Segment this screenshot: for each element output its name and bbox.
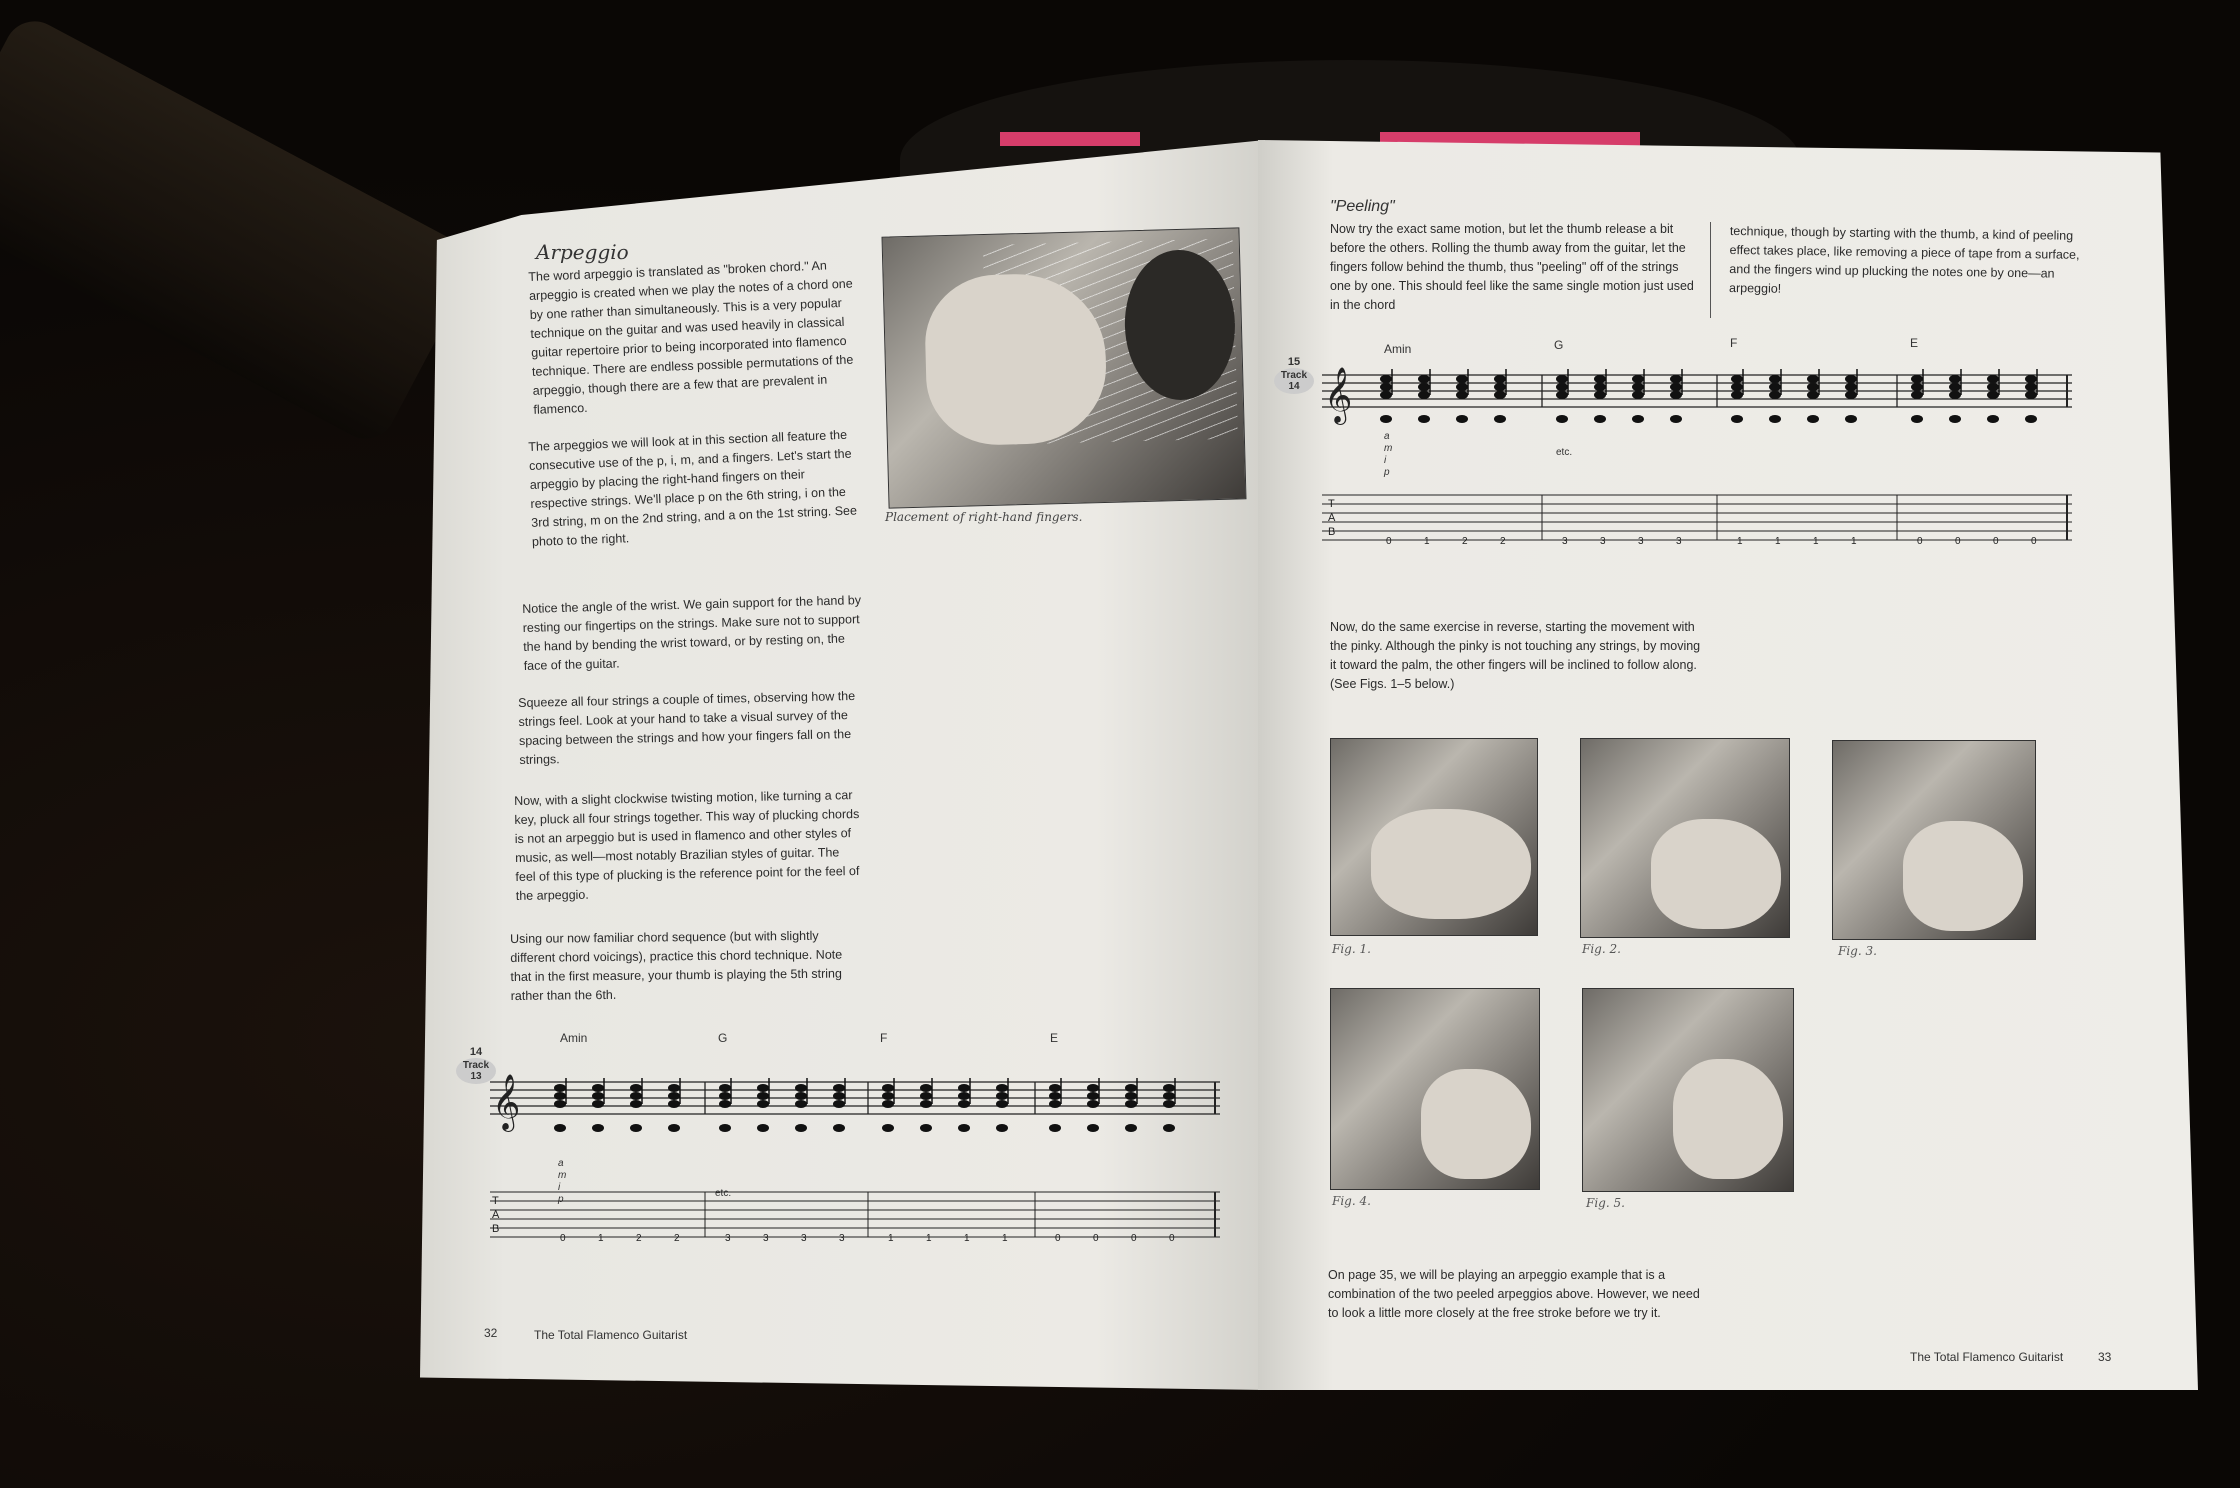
note-head	[1670, 375, 1682, 383]
bass-note-head	[1418, 415, 1430, 423]
bass-note-head	[2025, 415, 2037, 423]
bass-note-head	[882, 1124, 894, 1132]
note-head	[795, 1084, 807, 1092]
note-head	[1494, 391, 1506, 399]
note-head	[1594, 391, 1606, 399]
etc-label: etc.	[1556, 447, 1573, 458]
note-head	[996, 1092, 1008, 1100]
tab-number: 2	[1462, 536, 1468, 547]
note-head	[1456, 375, 1468, 383]
tab-letter: B	[1328, 526, 1336, 538]
figure-5-photo	[1582, 988, 1794, 1192]
tab-number: 1	[1813, 536, 1819, 547]
note-head	[1380, 375, 1392, 383]
bass-note-head	[1494, 415, 1506, 423]
note-head	[920, 1092, 932, 1100]
note-head	[1987, 391, 1999, 399]
tab-letter: B	[492, 1223, 500, 1235]
right-tab-lines	[1322, 495, 2072, 540]
tab-number: 3	[1562, 536, 1568, 547]
note-head	[1125, 1084, 1137, 1092]
column-divider	[1710, 222, 1711, 318]
note-head	[882, 1092, 894, 1100]
figure-5-caption: Fig. 5.	[1586, 1196, 1625, 1210]
note-head	[1987, 375, 1999, 383]
note-head	[958, 1100, 970, 1108]
left-track-label: Track	[462, 1060, 490, 1071]
note-head	[1769, 383, 1781, 391]
tab-number: 0	[560, 1233, 566, 1244]
finger-label: a	[1384, 431, 1390, 442]
note-head	[1911, 383, 1923, 391]
bass-note-head	[795, 1124, 807, 1132]
note-head	[1670, 391, 1682, 399]
bass-note-head	[1987, 415, 1999, 423]
note-head	[1594, 383, 1606, 391]
note-head	[1845, 383, 1857, 391]
right-chord-labels	[1384, 336, 1918, 356]
right-music-staff	[1322, 335, 2082, 555]
tab-number: 0	[1993, 536, 1999, 547]
note-head	[1456, 391, 1468, 399]
note-head	[920, 1084, 932, 1092]
note-head	[719, 1100, 731, 1108]
note-head	[1125, 1100, 1137, 1108]
bass-note-head	[554, 1124, 566, 1132]
chord-label: Amin	[1384, 342, 1412, 356]
tab-number: 1	[888, 1233, 894, 1244]
note-head	[1087, 1084, 1099, 1092]
left-example-number: 14	[469, 1046, 483, 1058]
left-paragraph-4: Squeeze all four strings a couple of times, observing how the strings feel. Look at your hand to take a visual survey of the spacing between the strings and how your fingers fall on the strings.	[518, 688, 856, 767]
tab-letter: A	[1328, 512, 1336, 524]
arpeggio-heading: Arpeggio	[536, 240, 629, 264]
bass-note-head	[1594, 415, 1606, 423]
tab-number: 3	[801, 1233, 807, 1244]
right-footer-title: The Total Flamenco Guitarist	[1910, 1350, 2064, 1364]
note-head	[795, 1100, 807, 1108]
bass-note-head	[1807, 415, 1819, 423]
tab-number: 1	[1775, 536, 1781, 547]
note-head	[1807, 383, 1819, 391]
chord-label: E	[1050, 1031, 1059, 1045]
note-head	[1556, 391, 1568, 399]
note-head	[2025, 391, 2037, 399]
note-head	[1987, 383, 1999, 391]
tab-number: 0	[1955, 536, 1961, 547]
note-head	[1807, 391, 1819, 399]
note-head	[554, 1100, 566, 1108]
treble-clef: 𝄞	[492, 1074, 521, 1130]
peeling-heading: "Peeling"	[1330, 198, 1395, 215]
note-head	[668, 1084, 680, 1092]
finger-label: a	[558, 1158, 564, 1169]
note-head	[757, 1100, 769, 1108]
note-head	[1418, 383, 1430, 391]
bass-note-head	[592, 1124, 604, 1132]
figure-3-caption: Fig. 3.	[1838, 944, 1877, 958]
tab-letter: T	[492, 1195, 499, 1207]
note-head	[719, 1084, 731, 1092]
tab-number: 1	[598, 1233, 604, 1244]
left-chord-labels	[560, 1031, 1058, 1045]
note-head	[1632, 375, 1644, 383]
note-head	[1049, 1092, 1061, 1100]
note-head	[592, 1092, 604, 1100]
tab-number: 0	[1055, 1233, 1061, 1244]
note-head	[1494, 383, 1506, 391]
note-head	[1949, 391, 1961, 399]
tab-letter: A	[492, 1209, 500, 1221]
note-head	[1380, 391, 1392, 399]
note-head	[833, 1092, 845, 1100]
tab-number: 0	[1917, 536, 1923, 547]
right-hand-photo	[882, 227, 1247, 508]
tab-number: 1	[964, 1233, 970, 1244]
left-paragraph-5: Now, with a slight clockwise twisting motion, like turning a car key, pluck all four strings together. This way of plucking chords is not an arpeggio but is used in flamenco and other styles of music, as well—most notably Brazilian styles of guitar. The feel of this type of plucking is the reference point for the feel of the arpeggio.	[514, 788, 860, 903]
note-head	[833, 1100, 845, 1108]
bass-note-head	[1087, 1124, 1099, 1132]
treble-clef: 𝄞	[1324, 367, 1353, 423]
note-head	[920, 1100, 932, 1108]
tab-number: 1	[1737, 536, 1743, 547]
bass-note-head	[1556, 415, 1568, 423]
bass-note-head	[1632, 415, 1644, 423]
finger-label: m	[558, 1170, 567, 1181]
note-head	[1556, 375, 1568, 383]
note-head	[592, 1084, 604, 1092]
tab-number: 0	[2031, 536, 2037, 547]
left-note-heads	[554, 1078, 1175, 1132]
note-head	[958, 1092, 970, 1100]
left-finger-labels	[557, 1158, 566, 1205]
note-head	[1769, 391, 1781, 399]
tab-number: 2	[636, 1233, 642, 1244]
right-tab-numbers	[1386, 536, 2037, 547]
bass-note-head	[630, 1124, 642, 1132]
right-track-number: 14	[1288, 381, 1300, 392]
note-head	[1594, 375, 1606, 383]
bass-note-head	[1380, 415, 1392, 423]
right-track-label: Track	[1280, 370, 1308, 381]
finger-label: p	[1384, 467, 1390, 478]
note-head	[1125, 1092, 1137, 1100]
note-head	[668, 1100, 680, 1108]
bass-note-head	[1911, 415, 1923, 423]
left-track-number: 13	[470, 1071, 482, 1082]
bass-note-head	[958, 1124, 970, 1132]
finger-label: p	[558, 1194, 564, 1205]
right-example-number: 15	[1287, 356, 1301, 368]
chord-label: G	[1554, 338, 1564, 352]
right-finger-labels	[1383, 431, 1392, 478]
tab-letter: T	[1328, 498, 1335, 510]
note-head	[1049, 1084, 1061, 1092]
tab-number: 0	[1131, 1233, 1137, 1244]
bass-note-head	[1049, 1124, 1061, 1132]
figure-4-caption: Fig. 4.	[1332, 1194, 1371, 1208]
right-note-heads	[1380, 369, 2037, 423]
photo-caption: Placement of right-hand fingers.	[885, 510, 1083, 524]
bass-note-head	[757, 1124, 769, 1132]
note-head	[1418, 391, 1430, 399]
note-head	[882, 1084, 894, 1092]
note-head	[882, 1100, 894, 1108]
tab-number: 0	[1169, 1233, 1175, 1244]
figure-2-caption: Fig. 2.	[1582, 942, 1621, 956]
note-head	[1418, 375, 1430, 383]
note-head	[1163, 1092, 1175, 1100]
tab-number: 2	[674, 1233, 680, 1244]
finger-label: i	[1384, 455, 1387, 466]
finger-label: i	[558, 1182, 561, 1193]
tab-number: 3	[725, 1233, 731, 1244]
tab-number: 1	[1002, 1233, 1008, 1244]
note-head	[996, 1084, 1008, 1092]
right-paragraph-3: On page 35, we will be playing an arpeggio example that is a combination of the two peeled arpeggios above. However, we need to look a little more closely at the free stroke before we try it.	[1328, 1268, 1700, 1320]
bass-note-head	[833, 1124, 845, 1132]
bass-note-head	[920, 1124, 932, 1132]
note-head	[1731, 383, 1743, 391]
note-head	[1087, 1100, 1099, 1108]
note-head	[1731, 375, 1743, 383]
note-head	[833, 1084, 845, 1092]
left-page-number: 32	[484, 1326, 498, 1340]
tab-number: 3	[1676, 536, 1682, 547]
bass-note-head	[1845, 415, 1857, 423]
note-head	[795, 1092, 807, 1100]
right-paragraph-1-continued: technique, though by starting with the thumb, a kind of peeling effect takes place, like removing a piece of tape from a surface, and the fingers wind up plucking the notes one by one—an arpeggio!	[1728, 223, 2080, 296]
bass-note-head	[1125, 1124, 1137, 1132]
tab-number: 3	[1638, 536, 1644, 547]
note-head	[1731, 391, 1743, 399]
bass-note-head	[1949, 415, 1961, 423]
note-head	[1087, 1092, 1099, 1100]
bass-note-head	[719, 1124, 731, 1132]
left-paragraph-3: Notice the angle of the wrist. We gain support for the hand by resting our fingertips on the strings. Make sure not to support the hand by bending the wrist toward, or by resting on, the face of the guitar.	[522, 593, 862, 673]
figure-1-caption: Fig. 1.	[1332, 942, 1371, 956]
right-example-badge	[1274, 356, 1314, 394]
bass-note-head	[1163, 1124, 1175, 1132]
bass-note-head	[1456, 415, 1468, 423]
bass-note-head	[1670, 415, 1682, 423]
note-head	[1845, 391, 1857, 399]
note-head	[630, 1084, 642, 1092]
note-head	[1380, 383, 1392, 391]
note-head	[2025, 383, 2037, 391]
left-tab-lines	[490, 1192, 1220, 1237]
note-head	[554, 1084, 566, 1092]
note-head	[757, 1084, 769, 1092]
note-head	[1494, 375, 1506, 383]
tab-number: 3	[1600, 536, 1606, 547]
right-paragraph-2: Now, do the same exercise in reverse, starting the movement with the pinky. Although the pinky is not touching any strings, by moving it toward the palm, the other fingers will be inclined to follow along. (See Figs. 1–5 below.)	[1330, 620, 1701, 691]
note-head	[630, 1092, 642, 1100]
note-head	[668, 1092, 680, 1100]
figure-2-photo	[1580, 738, 1790, 938]
figure-4-photo	[1330, 988, 1540, 1190]
note-head	[630, 1100, 642, 1108]
chord-label: Amin	[560, 1031, 588, 1045]
finger-label: m	[1384, 443, 1393, 454]
right-paragraph-1: Now try the exact same motion, but let the thumb release a bit before the others. Rolling the thumb away from the guitar, let the fingers follow behind the thumb, thus "peeling" off of the strings one by one. This should feel like the same single motion just used in the chord	[1330, 222, 1694, 312]
chord-label: F	[880, 1031, 888, 1045]
tab-number: 0	[1386, 536, 1392, 547]
note-head	[1456, 383, 1468, 391]
note-head	[1632, 391, 1644, 399]
bass-note-head	[1769, 415, 1781, 423]
etc-label: etc.	[715, 1188, 732, 1199]
left-paragraph-6: Using our now familiar chord sequence (but with slightly different chord voicings), practice this chord technique. Note that in the first measure, your thumb is playing the 5th string rather than the 6th.	[510, 928, 843, 1003]
note-head	[554, 1092, 566, 1100]
bass-note-head	[996, 1124, 1008, 1132]
tab-number: 3	[839, 1233, 845, 1244]
pink-tab-left	[1000, 132, 1140, 146]
right-page-number: 33	[2098, 1350, 2112, 1364]
tab-number: 3	[763, 1233, 769, 1244]
left-paragraph-1: The word arpeggio is translated as "broken chord." An arpeggio is created when we play the notes of a chord one by one rather than simultaneously. This is a very popular technique on the guitar and was used heavily in classical guitar repertoire prior to being incorporated into flamenco technique. There are endless possible permutations of the arpeggio, though there are a few that are prevalent in flamenco.	[528, 258, 854, 417]
note-head	[1807, 375, 1819, 383]
note-head	[1949, 383, 1961, 391]
chord-label: E	[1910, 336, 1919, 350]
tab-number: 1	[926, 1233, 932, 1244]
note-head	[719, 1092, 731, 1100]
figure-3-photo	[1832, 740, 2036, 940]
note-head	[1769, 375, 1781, 383]
note-head	[1049, 1100, 1061, 1108]
tab-number: 1	[1851, 536, 1857, 547]
left-footer-title: The Total Flamenco Guitarist	[534, 1328, 688, 1342]
bass-note-head	[668, 1124, 680, 1132]
bass-note-head	[1731, 415, 1743, 423]
note-head	[1163, 1084, 1175, 1092]
left-paragraph-2: The arpeggios we will look at in this section all feature the consecutive use of the p, i, m, and a fingers. Let's start the arpeggio by placing the right-hand fingers on their respective strings. We'll place p on the 6th string, i on the 3rd string, m on the 2nd string, and a on the 1st string. See photo to the right.	[528, 427, 858, 549]
note-head	[1949, 375, 1961, 383]
left-music-staff	[490, 1030, 1230, 1260]
note-head	[757, 1092, 769, 1100]
note-head	[1556, 383, 1568, 391]
tab-number: 0	[1093, 1233, 1099, 1244]
note-head	[1163, 1100, 1175, 1108]
note-head	[1911, 391, 1923, 399]
note-head	[592, 1100, 604, 1108]
note-head	[958, 1084, 970, 1092]
note-head	[1670, 383, 1682, 391]
figure-1-photo	[1330, 738, 1538, 936]
tab-number: 1	[1424, 536, 1430, 547]
chord-label: G	[718, 1031, 728, 1045]
chord-label: F	[1730, 336, 1738, 350]
note-head	[1911, 375, 1923, 383]
note-head	[1632, 383, 1644, 391]
note-head	[996, 1100, 1008, 1108]
tab-number: 2	[1500, 536, 1506, 547]
note-head	[1845, 375, 1857, 383]
note-head	[2025, 375, 2037, 383]
